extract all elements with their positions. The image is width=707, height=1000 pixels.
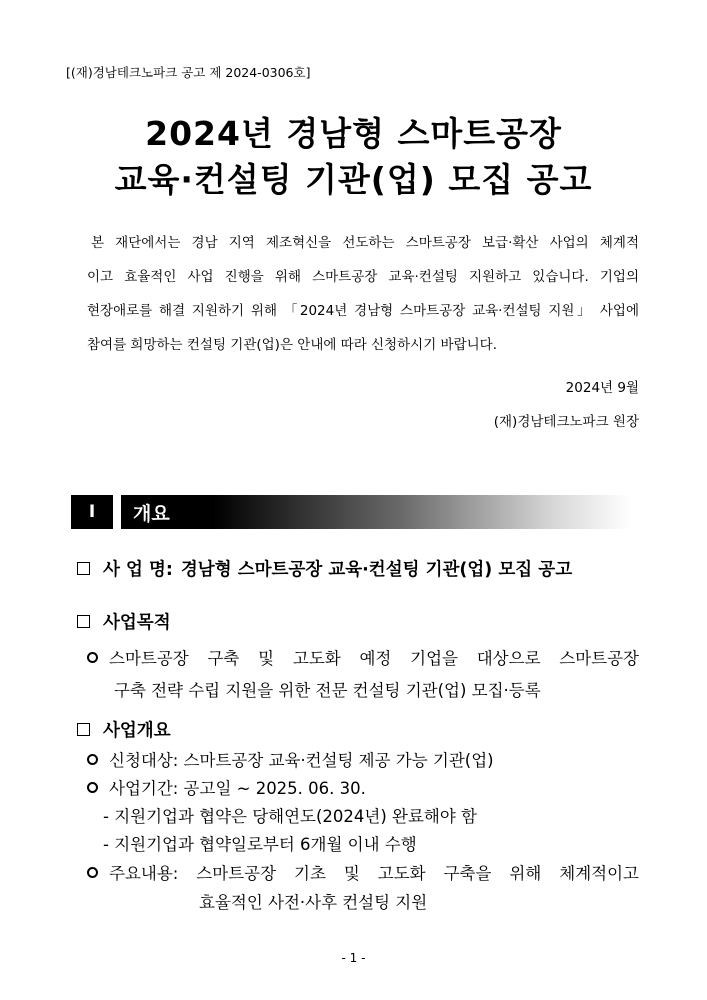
intro-line: 현장애로를 해결 지원하기 위해 「2024년 경남형 스마트공장 교육·컨설팅 지원」 사업에 bbox=[87, 303, 639, 319]
intro-line: 본 재단에서는 경남 지역 제조혁신을 선도하는 스마트공장 보급·확산 사업의 체계적 bbox=[91, 235, 639, 251]
list-item bbox=[87, 860, 639, 884]
page-title-line2: 교육·컨설팅 기관(업) 모집 공고 bbox=[114, 160, 593, 199]
checkbox-square-icon bbox=[77, 723, 90, 736]
purpose-heading bbox=[77, 609, 171, 634]
purpose-heading-label: 사업목적 bbox=[103, 613, 171, 633]
intro-paragraph bbox=[87, 226, 639, 362]
overview-period: 사업기간: 공고일 ~ 2025. 06. 30. bbox=[109, 779, 366, 798]
page-title-line1: 2024년 경남형 스마트공장 bbox=[145, 114, 562, 153]
overview-heading bbox=[77, 717, 171, 742]
intro-line: 이고 효율적인 사업 진행을 위해 스마트공장 교육·컨설팅 지원하고 있습니다. 기업의 bbox=[87, 269, 639, 285]
purpose-line1: 스마트공장 구축 및 고도화 예정 기업을 대상으로 스마트공장 bbox=[109, 649, 639, 668]
project-name-value: 경남형 스마트공장 교육·컨설팅 기관(업) 모집 공고 bbox=[180, 560, 573, 580]
list-item bbox=[87, 775, 366, 799]
circle-bullet-icon bbox=[87, 782, 98, 793]
checkbox-square-icon bbox=[77, 615, 90, 628]
project-name-label: 사 업 명: bbox=[103, 560, 173, 580]
list-item bbox=[87, 747, 494, 771]
project-name-heading bbox=[77, 556, 572, 581]
overview-content-line1: 주요내용: 스마트공장 기초 및 고도화 구축을 위해 체계적이고 bbox=[109, 864, 639, 883]
list-item bbox=[87, 645, 639, 669]
overview-heading-label: 사업개요 bbox=[103, 721, 171, 741]
circle-bullet-icon bbox=[87, 754, 98, 765]
announcement-date: 2024년 9월 bbox=[565, 380, 639, 396]
section-number: I bbox=[71, 495, 113, 529]
overview-content-line2: 효율적인 사전·사후 컨설팅 지원 bbox=[199, 893, 428, 912]
intro-line: 참여를 희망하는 컨설팅 기관(업)은 안내에 따라 신청하시기 바랍니다. bbox=[87, 337, 498, 353]
issuer: (재)경남테크노파크 원장 bbox=[493, 414, 639, 430]
section-title: 개요 bbox=[121, 495, 631, 529]
overview-sub-item: - 지원기업과 협약일로부터 6개월 이내 수행 bbox=[103, 835, 417, 854]
circle-bullet-icon bbox=[87, 867, 98, 878]
checkbox-square-icon bbox=[77, 562, 90, 575]
circle-bullet-icon bbox=[87, 652, 98, 663]
page-number: - 1 - bbox=[341, 951, 366, 965]
purpose-line2: 구축 전략 수립 지원을 위한 전문 컨설팅 기관(업) 모집·등록 bbox=[114, 681, 541, 700]
overview-target: 신청대상: 스마트공장 교육·컨설팅 제공 가능 기관(업) bbox=[109, 751, 494, 770]
overview-sub-item: - 지원기업과 협약은 당해연도(2024년) 완료해야 함 bbox=[103, 807, 477, 826]
notice-number: [(재)경남테크노파크 공고 제 2024-0306호] bbox=[66, 65, 311, 80]
section-header bbox=[71, 495, 631, 529]
